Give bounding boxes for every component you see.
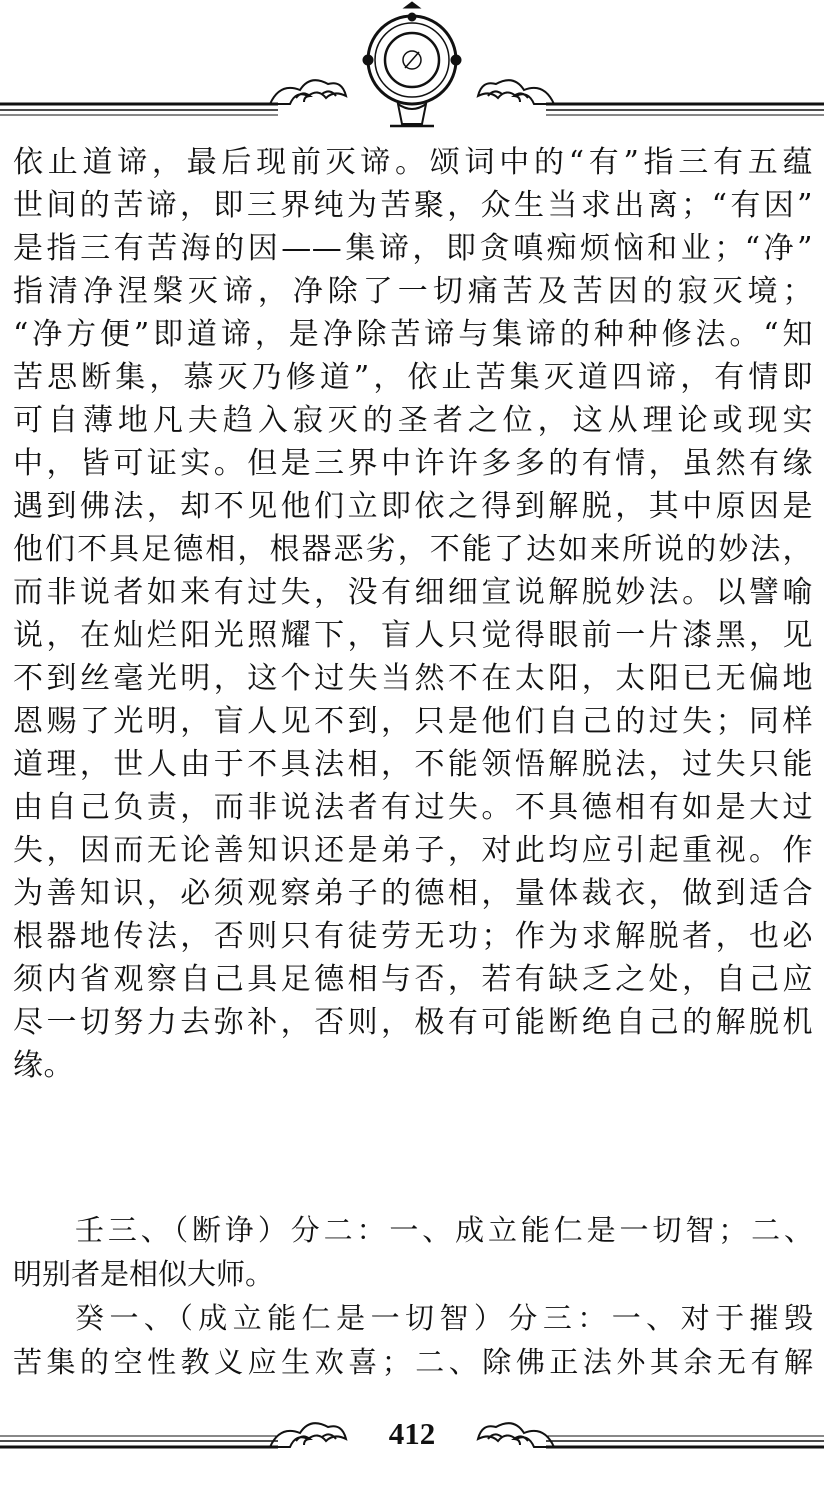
- text-line: 根器地传法，否则只有徒劳无功；作为求解脱者，也必: [13, 919, 813, 954]
- text-line: 道理，世人由于不具法相，不能领悟解脱法，过失只能: [13, 747, 813, 782]
- text-line: 尽一切努力去弥补，否则，极有可能断绝自己的解脱机: [13, 1005, 813, 1040]
- cloud-scroll-icon: [478, 1423, 554, 1447]
- text-line: 须内省观察自己具足德相与否，若有缺乏之处，自己应: [13, 962, 813, 997]
- text-line: 由自己负责，而非说法者有过失。不具德相有如是大过: [13, 790, 813, 825]
- header-rule-right: [546, 104, 824, 115]
- dharma-wheel-icon: [363, 2, 461, 126]
- text-line: 而非说者如来有过失，没有细细宣说解脱妙法。以譬喻: [13, 575, 813, 610]
- text-line: 世间的苦谛，即三界纯为苦聚，众生当求出离；“有因”: [13, 188, 813, 223]
- section-heading-gui1: 癸一、（成立能仁是一切智）分三：一、对于摧毁: [75, 1301, 813, 1335]
- section-heading-ren3-cont: 明别者是相似大师。: [13, 1257, 275, 1291]
- text-line: 他们不具足德相，根器恶劣，不能了达如来所说的妙法，: [13, 532, 813, 567]
- text-line: 为善知识，必须观察弟子的德相，量体裁衣，做到适合: [13, 876, 813, 911]
- header-rule-left: [0, 104, 278, 115]
- text-line: 缘。: [13, 1048, 74, 1083]
- page-number: 412: [388, 1416, 436, 1451]
- text-line: 依止道谛，最后现前灭谛。颂词中的“有”指三有五蕴: [13, 145, 813, 180]
- text-line: 中，皆可证实。但是三界中许许多多的有情，虽然有缘: [13, 446, 813, 481]
- text-line: 遇到佛法，却不见他们立即依之得到解脱，其中原因是: [13, 489, 813, 524]
- text-line: 恩赐了光明，盲人见不到，只是他们自己的过失；同样: [13, 704, 813, 739]
- text-line: “净方便”即道谛，是净除苦谛与集谛的种种修法。“知: [13, 317, 813, 352]
- cloud-scroll-icon: [270, 80, 346, 104]
- section-heading-gui1-cont: 苦集的空性教义应生欢喜；二、除佛正法外其余无有解: [13, 1345, 813, 1379]
- main-paragraph: [13, 141, 813, 1087]
- text-line: 可自薄地凡夫趋入寂灭的圣者之位，这从理论或现实: [13, 403, 813, 438]
- text-line: 不到丝毫光明，这个过失当然不在太阳，太阳已无偏地: [13, 661, 813, 696]
- cloud-scroll-icon: [270, 1423, 346, 1447]
- text-line: 苦思断集，慕灭乃修道”，依止苦集灭道四谛，有情即: [13, 360, 813, 395]
- footer-rule-left: [0, 1436, 278, 1447]
- section-headings: [13, 1208, 813, 1384]
- text-line: 说，在灿烂阳光照耀下，盲人只觉得眼前一片漆黑，见: [13, 618, 813, 653]
- text-line: 失，因而无论善知识还是弟子，对此均应引起重视。作: [13, 833, 813, 868]
- section-heading-ren3: 壬三、（断诤）分二：一、成立能仁是一切智；二、: [75, 1213, 813, 1247]
- header-ornament: [0, 0, 824, 140]
- text-line: 是指三有苦海的因——集谛，即贪嗔痴烦恼和业；“净”: [13, 231, 813, 266]
- text-line: 指清净涅槃灭谛，净除了一切痛苦及苦因的寂灭境；: [13, 274, 813, 309]
- footer-rule-right: [546, 1436, 824, 1447]
- cloud-scroll-icon: [478, 80, 554, 104]
